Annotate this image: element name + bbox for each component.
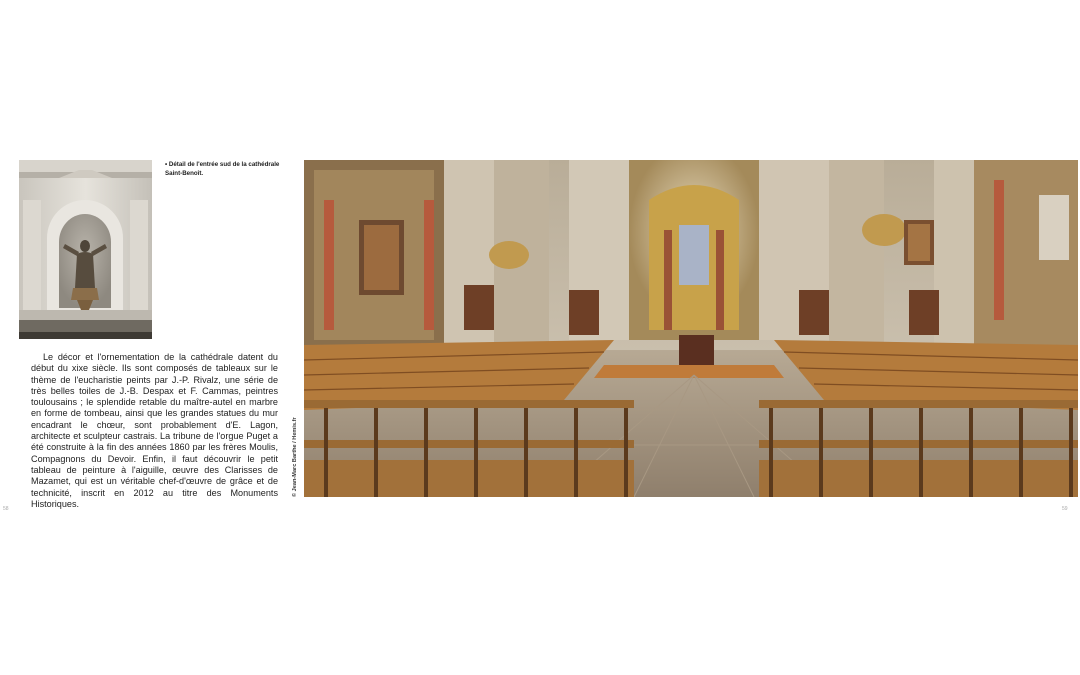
niche-statue-photo — [19, 160, 152, 339]
body-paragraph: Le décor et l'ornementation de la cathédrale datent du début du xixe siècle. Ils sont composés de tableaux sur le thème de l'eucharistie peints par J.-P. Rivalz, une série de très belles toiles de J.-B. Despax et F. Cammas, peintres toulousains ; le splendide retable du maître-autel en marbre en forme de tombeau, ainsi que les grandes statues du mur encadrant le chœur, sont probablement d'E. Lagon, architecte et sculpteur castrais. La tribune de l'orgue Puget a été construite à la fin des années 1860 par les frères Moulis, Compagnons du Devoir. Enfin, il faut découvrir le petit tableau de peinture à l'aiguille, œuvre des Clarisses de Mazamet, qui est un véritable chef-d'œuvre de grâce et de technicité, inscrit en 2012 au titre des Monuments Historiques. — [31, 352, 278, 509]
caption-line-1: • Détail de l'entrée sud de la cathédrale — [165, 161, 280, 168]
photo-credit: © Jean-Marc Barthe / Hemis.fr — [292, 417, 298, 497]
photo-caption — [165, 160, 295, 178]
page-number-left: 58 — [3, 506, 9, 512]
page-number-right: 59 — [1062, 506, 1068, 512]
cathedral-interior-photo — [304, 160, 1078, 497]
niche-statue-image — [19, 160, 152, 339]
caption-line-2: Saint-Benoît. — [165, 170, 204, 177]
cathedral-nave-image — [304, 160, 1078, 497]
